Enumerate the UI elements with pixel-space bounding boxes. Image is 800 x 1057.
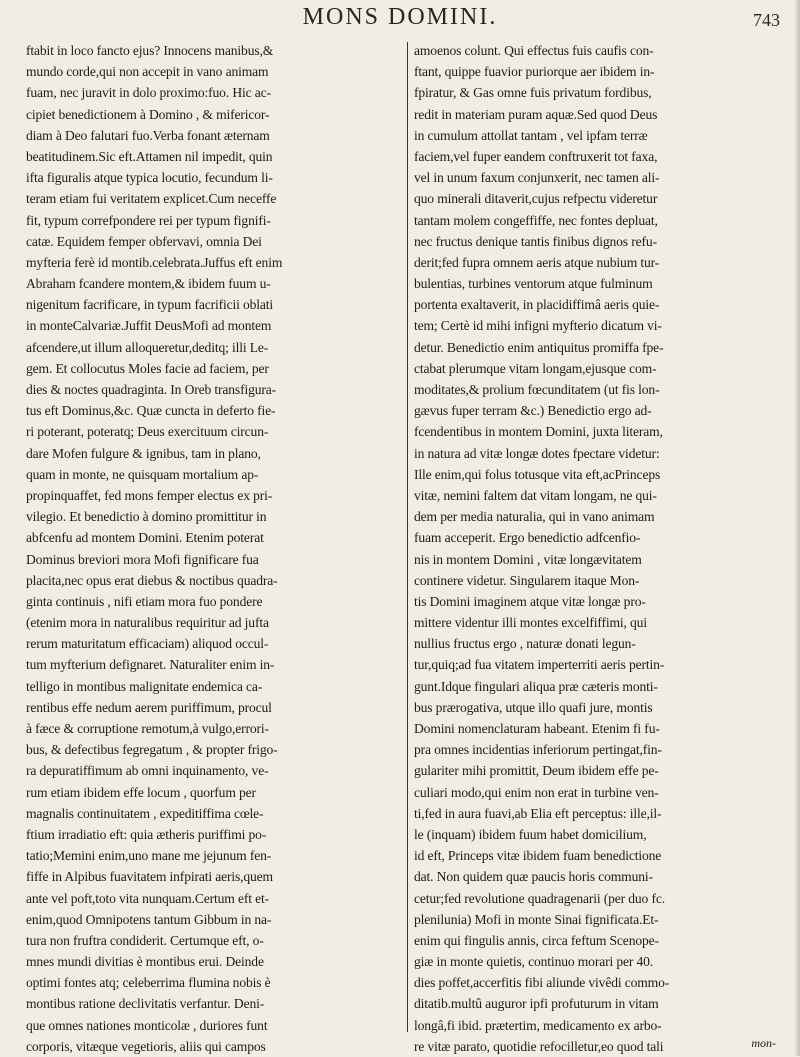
text-line: in monteCalvariæ.Juffit DeusMofi ad montem <box>26 318 272 334</box>
text-line: nec fructus denique tantis finibus dignos refu- <box>414 233 657 249</box>
text-line: magnalis continuitatem , expeditiffima cœle- <box>26 805 264 821</box>
text-line: gævus fuper terram &c.) Benedictio ergo ad- <box>414 403 652 419</box>
text-line: ri poterant, poteratq; Deus exercituum circun- <box>26 424 269 440</box>
text-line: enim,quod Omnipotens tantum Gibbum in na- <box>26 911 272 927</box>
page-header <box>0 4 800 40</box>
page-number: 743 <box>753 10 780 30</box>
text-line: mundo corde,qui non accepit in vano animam <box>26 64 269 80</box>
text-line: nullius fructus ergo , naturæ donati legun- <box>414 636 636 652</box>
text-line: ti,fed in aura fuavi,ab Elia eft perceptus: ille,il- <box>414 805 662 821</box>
text-line: longâ,fi ibid. prætertim, medicamento ex arbo- <box>414 1017 662 1033</box>
text-line: rerum maturitatum efficaciam) aliquod occul- <box>26 636 269 652</box>
left-text-column <box>26 40 404 1054</box>
text-line: moditates,& prolium fœcunditatem (ut fis lon- <box>414 382 660 397</box>
catchword: mon- <box>751 1036 776 1050</box>
text-line: tur,quiq;ad fua vitatem imperterriti aeris pertin- <box>414 657 665 673</box>
running-head: MONS DOMINI. <box>302 4 498 30</box>
text-line: redit in materiam puram aquæ.Sed quod Deus <box>414 106 658 122</box>
text-line: bus, & defectibus fegregatum , & propter frigo- <box>26 742 278 758</box>
text-line: abfcenfu ad montem Domini. Etenim poterat <box>26 530 264 546</box>
text-line: tum myfterium defignaret. Naturaliter enim in- <box>26 657 275 673</box>
text-line: beatitudinem.Sic eft.Attamen nil impedit, quin <box>26 148 273 164</box>
text-line: fiffe in Alpibus fuavitatem infpirati aeris,quem <box>26 869 273 885</box>
text-line: faciem,vel fuper eandem conftruxerit tot faxa, <box>414 148 658 164</box>
text-line: derit;fed fupra omnem aeris atque nubium tur- <box>414 254 660 270</box>
text-line: in natura ad vitæ longæ dotes fpectare videtur: <box>414 445 660 461</box>
text-line: nis in montem Domini , vitæ longævitatem <box>414 551 642 567</box>
text-line: tura non fruftra condiderit. Certumque eft, o- <box>26 932 264 948</box>
text-line: dies & noctes quadraginta. In Oreb transfigura- <box>26 382 277 397</box>
text-line: ctabat plerumque vitam longam,ejusque com- <box>414 360 657 376</box>
text-line: montibus ratione declivitatis verfantur. Deni- <box>26 996 265 1012</box>
text-line: ftabit in loco fancto ejus? Innocens manibus,& <box>26 43 274 58</box>
text-line: catæ. Equidem femper obfervavi, omnia Dei <box>26 233 262 249</box>
text-line: vel in unum faxum conjunxerit, nec tamen ali- <box>414 170 660 186</box>
text-line: quo minerali ditaverit,cujus refpectu videretur <box>414 191 658 207</box>
text-line: myfteria ferè id montib.celebrata.Juffus eft enim <box>26 254 283 270</box>
text-line: portenta exaltaverit, in placidiffimâ aeris quie- <box>414 297 660 313</box>
text-line: vitæ, nemini faltem dat vitam longam, ne qui- <box>414 487 657 503</box>
text-line: teram etiam fui veritatem explicet.Cum neceffe <box>26 191 277 207</box>
text-line: telligo in montibus malignitate endemica ca- <box>26 678 263 694</box>
text-line: bus prærogativa, utque illo quafi jure, montis <box>414 699 653 715</box>
text-line: quam in monte, ne quisquam mortalium ap- <box>26 466 259 482</box>
text-line: le (inquam) ibidem fuum habet domicilium, <box>414 826 647 842</box>
text-line: à fæce & corruptione remotum,à vulgo,errori- <box>26 721 269 736</box>
text-line: enim qui fingulis annis, circa feftum Scenope- <box>414 932 659 948</box>
text-line: mnes mundi divitias è montibus erui. Deinde <box>26 954 264 970</box>
text-line: ditatib.multû auguror ipfi profuturum in vitam <box>414 996 659 1012</box>
text-line: amoenos colunt. Qui effectus fuis caufis con- <box>414 43 654 58</box>
text-line: Domini nomenclaturam habeant. Etenim fi fu- <box>414 721 660 736</box>
text-line: tantam molem congeffiffe, nec fontes depluat, <box>414 212 658 228</box>
text-line: bulentias, turbines ventorum atque fulminum <box>414 276 653 292</box>
text-line: tis Domini imaginem atque vitæ longæ pro- <box>414 593 646 609</box>
text-line: diam à Deo falutari fuo.Verba fonant æternam <box>26 127 270 143</box>
text-line: continere videtur. Singularem itaque Mon- <box>414 572 640 588</box>
text-line: Dominus breviori mora Mofi fignificare fua <box>26 551 259 567</box>
text-line: ginta continuis , nifi etiam mora fuo pondere <box>26 593 263 609</box>
column-divider <box>407 42 408 1032</box>
text-line: optimi fontes atq; celeberrima flumina nobis è <box>26 975 271 991</box>
text-line: dem per media naturalia, qui in vano animam <box>414 509 655 525</box>
text-line: fit, typum correfpondere rei per typum fignifi- <box>26 212 271 228</box>
text-line: (etenim mora in naturalibus requiritur ad jufta <box>26 615 269 631</box>
text-line: cipiet benedictionem à Domino , & mifericor- <box>26 106 270 122</box>
text-line: Abraham fcandere montem,& ibidem fuum u- <box>26 276 271 292</box>
text-line: tus eft Dominus,&c. Quæ cuncta in deferto fie- <box>26 403 276 419</box>
text-line: ftium irradiatio eft: quia ætheris puriffimi po- <box>26 826 267 842</box>
text-line: ftant, quippe fuavior puriorque aer ibidem in- <box>414 64 655 80</box>
text-line: giæ in monte quietis, continuo morari per 40. <box>414 954 654 970</box>
text-line: re vitæ parato, quotidie refocilletur,eo quod tali <box>414 1038 664 1054</box>
text-line: corporis, vitæque vegetioris, aliis qui campos <box>26 1038 266 1054</box>
text-line: fuam, nec juravit in dolo proximo:fuo. Hic ac- <box>26 85 271 101</box>
text-line: nigenitum facrificare, in typum facrificii oblati <box>26 297 274 313</box>
text-line: ante vel poft,toto vita nunquam.Certum eft et- <box>26 890 270 906</box>
text-line: placita,nec opus erat diebus & noctibus quadra- <box>26 572 278 588</box>
text-line: Ille enim,qui folus totusque vita eft,acPrinceps <box>414 466 661 482</box>
page-edge-shadow <box>794 0 800 1056</box>
text-line: que omnes nationes monticolæ , duriores funt <box>26 1017 268 1033</box>
text-line: detur. Benedictio enim antiquitus promiffa fpe- <box>414 339 664 355</box>
text-line: rentibus effe nedum aerem puriffimum, procul <box>26 699 272 715</box>
text-line: mittere videntur illi montes excelfiffimi, qui <box>414 615 647 631</box>
text-line: tem; Certè id mihi infigni myfterio dicatum vi- <box>414 318 662 334</box>
text-line: gem. Et collocutus Moles facie ad faciem, per <box>26 360 269 376</box>
text-line: fcendentibus in montem Domini, juxta literam, <box>414 424 663 440</box>
text-line: plenilunia) Mofi in monte Sinai fignificata.Et- <box>414 911 659 927</box>
text-line: dare Mofen fulgure & ignibus, tam in plano, <box>26 445 261 461</box>
text-line: vilegio. Et benedictio à domino promittitur in <box>26 509 267 525</box>
text-line: ifta figuralis atque typica locutio, fecundum li- <box>26 170 273 186</box>
text-line: afcendere,ut illum alloqueretur,deditq; illi Le- <box>26 339 269 355</box>
text-line: in cumulum attollat tantam , vel ipfam terræ <box>414 127 648 143</box>
text-line: id eft, Princeps vitæ ibidem fuam benedictione <box>414 848 662 864</box>
text-line: dat. Non quidem quæ paucis horis communi- <box>414 869 653 885</box>
text-line: propinquaffet, fed mons femper electus ex pri- <box>26 487 273 503</box>
text-line: dies poffet,accerfitis fibi aliunde vivêdi commo- <box>414 975 670 991</box>
text-line: fuam acceperit. Ergo benedictio adfcenfio- <box>414 530 641 546</box>
text-line: gunt.Idque fingulari aliqua præ cæteris monti- <box>414 678 658 694</box>
text-line: rum etiam ibidem effe locum , quorfum per <box>26 784 256 800</box>
text-line: pra omnes incidentias inferiorum pertingat,fin- <box>414 742 662 758</box>
right-text-column <box>414 40 788 1054</box>
text-line: tatio;Memini enim,uno mane me jejunum fen- <box>26 848 272 864</box>
text-line: culiari modo,qui enim non erat in turbine ven- <box>414 784 659 800</box>
text-line: fpiratur, & Gas omne fuis privatum fordibus, <box>414 85 652 101</box>
text-line: ra depuratiffimum ab omni inquinamento, ve- <box>26 763 269 779</box>
text-line: cetur;fed revolutione quadragenarii (per duo fc. <box>414 890 665 906</box>
text-line: gulariter mihi promittit, Deum ibidem effe pe- <box>414 763 659 779</box>
